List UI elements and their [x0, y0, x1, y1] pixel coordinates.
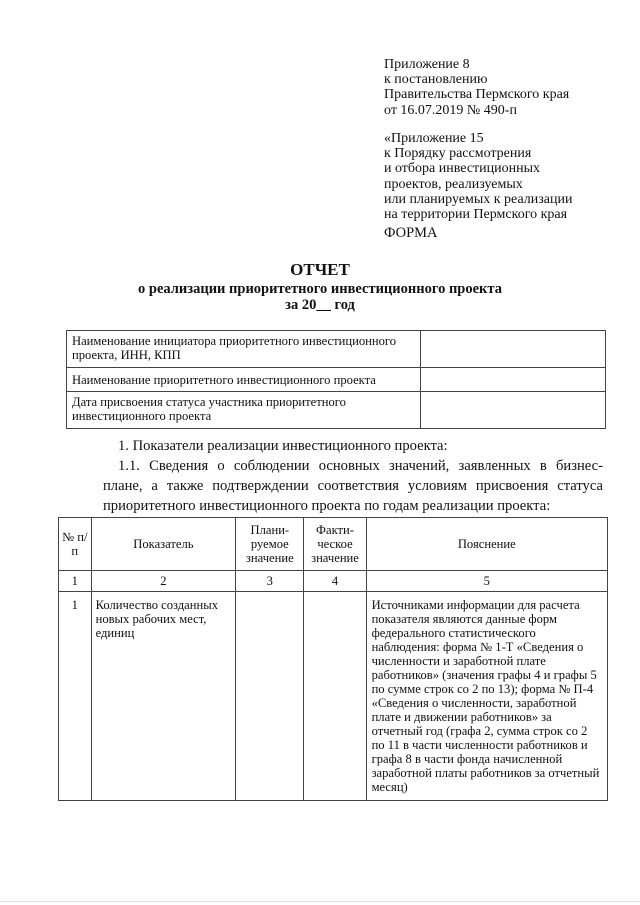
appendix-quote-line: «Приложение 15	[384, 131, 484, 146]
info-value	[420, 392, 605, 429]
paragraph-line: приоритетного инвестиционного проекта по годам реализации проекта:	[103, 498, 551, 514]
appendix-line: к постановлению	[384, 72, 488, 88]
appendix-quote-line: на территории Пермского края	[384, 207, 568, 223]
section-heading: 1. Показатели реализации инвестиционного проекта:	[118, 438, 448, 454]
row-actual-value	[304, 592, 366, 801]
info-row	[67, 368, 606, 392]
report-subtitle-line2: за 20__ год	[285, 297, 355, 313]
info-row	[67, 331, 606, 368]
report-subtitle-line1: о реализации приоритетного инвестиционного проекта	[138, 281, 502, 297]
col-header-explanation: Пояснение	[366, 518, 607, 571]
info-row	[67, 392, 606, 429]
col-header-num: № п/п	[59, 518, 92, 571]
info-label: Наименование приоритетного инвестиционного проекта	[67, 368, 421, 392]
column-numbers-row	[59, 571, 608, 592]
col-header-planned: Плани-руемое значение	[236, 518, 304, 571]
info-value	[420, 331, 605, 368]
info-label: Наименование инициатора приоритетного инвестиционного проекта, ИНН, КПП	[67, 331, 421, 368]
appendix-header	[384, 57, 569, 118]
section-paragraph	[103, 456, 603, 516]
form-label: ФОРМА	[384, 225, 438, 241]
paragraph-line: плане, а также подтверждении соответствия условиям присвоения статуса	[103, 478, 603, 494]
appendix-quote-line: или планируемых к реализации	[384, 191, 573, 207]
col-header-actual: Факти-ческое значение	[304, 518, 366, 571]
row-planned-value	[236, 592, 304, 801]
appendix-quote-line: и отбора инвестиционных	[384, 161, 541, 177]
column-number: 5	[366, 571, 607, 592]
info-label: Дата присвоения статуса участника приоритетного инвестиционного проекта	[67, 392, 421, 429]
report-heading: ОТЧЕТ	[290, 260, 350, 279]
page-edge-divider	[0, 901, 640, 902]
column-number: 3	[236, 571, 304, 592]
table-header-row	[59, 518, 608, 571]
col-header-indicator: Показатель	[91, 518, 236, 571]
appendix-quote-line: проектов, реализуемых	[384, 176, 523, 192]
paragraph-line: 1.1. Сведения о соблюдении основных значений, заявленных в бизнес-	[118, 458, 603, 474]
info-table	[66, 330, 606, 429]
appendix-line: Правительства Пермского края	[384, 87, 570, 103]
appendix-quote-line: к Порядку рассмотрения	[384, 146, 532, 162]
appendix-quote	[384, 131, 572, 222]
info-value	[420, 368, 605, 392]
appendix-line: от 16.07.2019 № 490-п	[384, 102, 517, 118]
table-row	[59, 592, 608, 801]
appendix-line: Приложение 8	[384, 57, 470, 72]
column-number: 2	[91, 571, 236, 592]
report-subtitle	[0, 281, 640, 313]
indicators-table	[58, 517, 608, 801]
row-indicator: Количество созданных новых рабочих мест, единиц	[91, 592, 236, 801]
column-number: 1	[59, 571, 92, 592]
row-explanation: Источниками информации для расчета показателя являются данные форм федерального статистического наблюдения: форма № 1-Т «Сведения о численности и заработной плате работников» (значения графы 4 и графы 5 по сумме строк со 2 по 13); форма № П-4 «Сведения о численности, заработной плате и движении работников» за отчетный год (графа 2, сумма строк со 2 по 11 в части численности работников и графа 8 в части фонда начисленной заработной платы работников за отчетный месяц)	[366, 592, 607, 801]
column-number: 4	[304, 571, 366, 592]
row-number: 1	[59, 592, 92, 801]
